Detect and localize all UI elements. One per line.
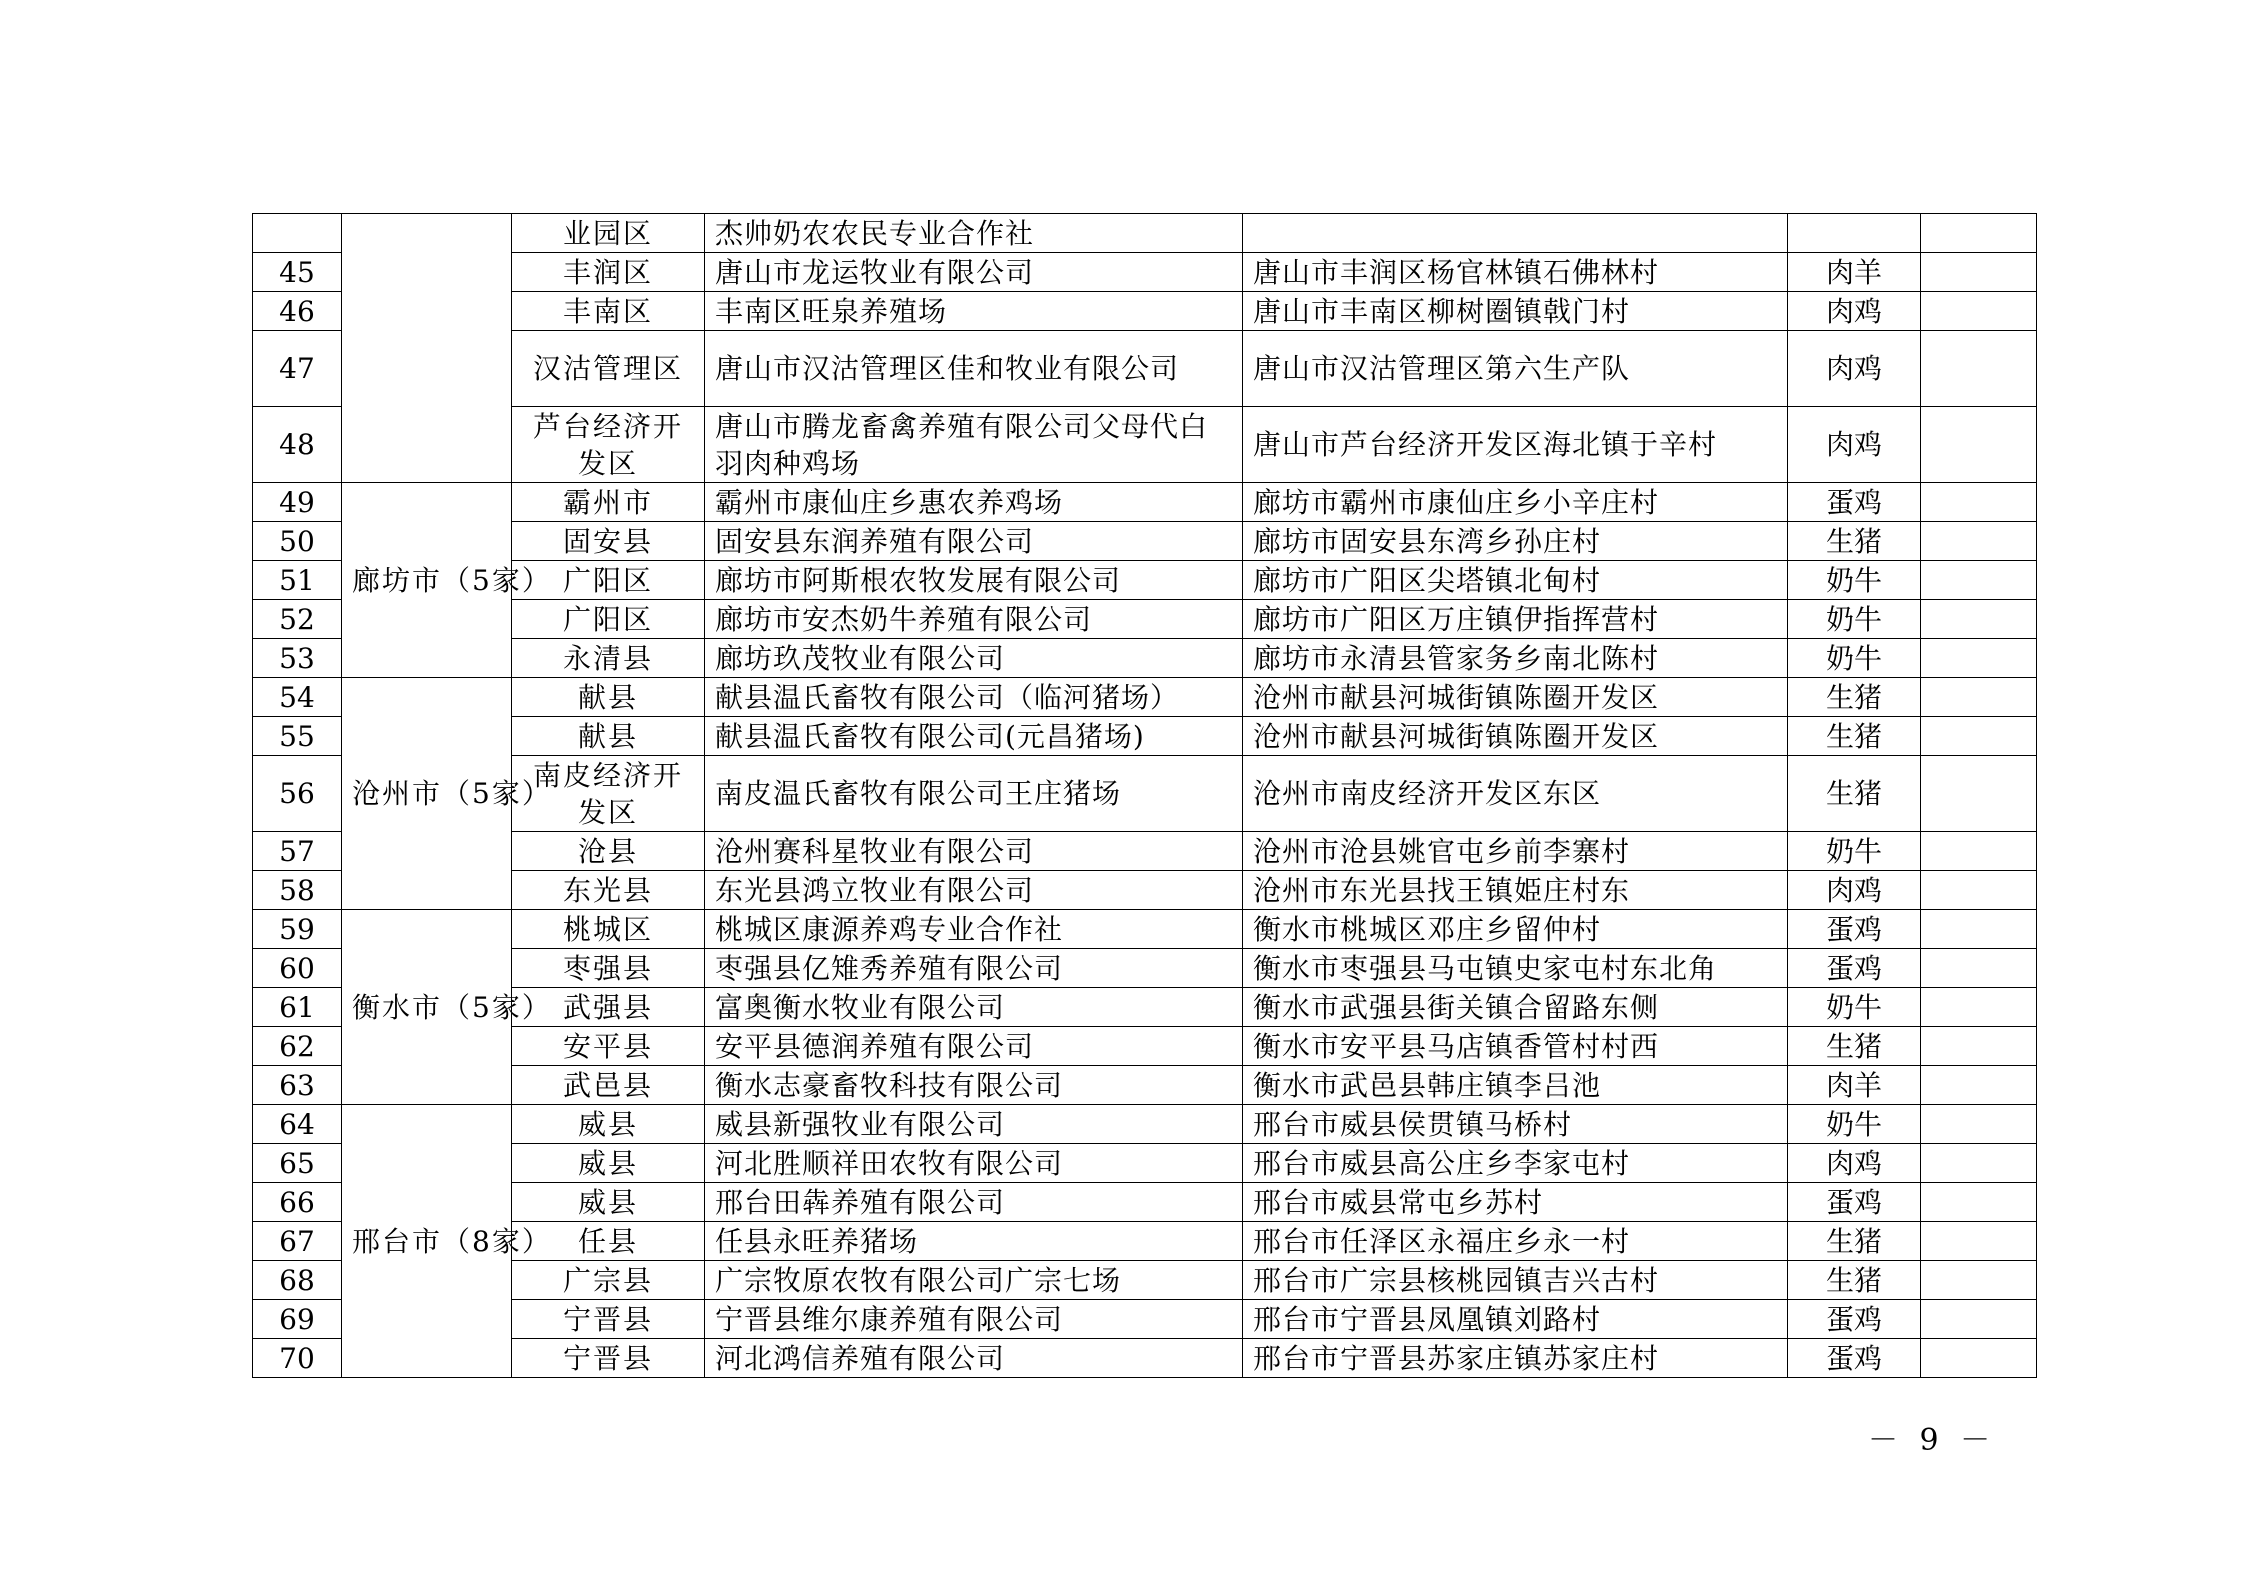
cell-county: 威县 [512,1183,705,1222]
cell-name: 邢台田犇养殖有限公司 [705,1183,1243,1222]
cell-type: 肉羊 [1788,253,1921,292]
cell-remark [1921,639,2037,678]
cell-name: 广宗牧原农牧有限公司广宗七场 [705,1261,1243,1300]
cell-name: 威县新强牧业有限公司 [705,1105,1243,1144]
cell-remark [1921,717,2037,756]
cell-type: 奶牛 [1788,832,1921,871]
table-row [253,1066,2037,1105]
cell-address: 邢台市宁晋县苏家庄镇苏家庄村 [1243,1339,1788,1378]
cell-type: 生猪 [1788,756,1921,832]
cell-no: 49 [253,483,342,522]
cell-county: 枣强县 [512,949,705,988]
cell-no: 64 [253,1105,342,1144]
cell-county: 汉沽管理区 [512,331,705,407]
cell-no: 52 [253,600,342,639]
cell-remark [1921,253,2037,292]
cell-no: 70 [253,1339,342,1378]
cell-remark [1921,1339,2037,1378]
cell-remark [1921,522,2037,561]
cell-no: 63 [253,1066,342,1105]
table-row [253,522,2037,561]
cell-address: 唐山市丰南区柳树圈镇戟门村 [1243,292,1788,331]
cell-city: 衡水市（5家） [342,910,512,1105]
cell-address: 沧州市献县河城街镇陈圈开发区 [1243,717,1788,756]
cell-remark [1921,331,2037,407]
cell-name: 献县温氏畜牧有限公司(元昌猪场) [705,717,1243,756]
cell-name: 桃城区康源养鸡专业合作社 [705,910,1243,949]
cell-name: 廊坊市安杰奶牛养殖有限公司 [705,600,1243,639]
cell-remark [1921,910,2037,949]
cell-type: 生猪 [1788,717,1921,756]
cell-address: 邢台市任泽区永福庄乡永一村 [1243,1222,1788,1261]
cell-remark [1921,407,2037,483]
cell-no: 61 [253,988,342,1027]
cell-address: 唐山市丰润区杨官林镇石佛林村 [1243,253,1788,292]
cell-remark [1921,1222,2037,1261]
cell-no: 68 [253,1261,342,1300]
cell-no: 56 [253,756,342,832]
cell-no: 67 [253,1222,342,1261]
cell-type: 蛋鸡 [1788,1339,1921,1378]
cell-county: 任县 [512,1222,705,1261]
cell-address: 廊坊市固安县东湾乡孙庄村 [1243,522,1788,561]
cell-no [253,214,342,253]
cell-county: 东光县 [512,871,705,910]
table-row [253,253,2037,292]
cell-name: 安平县德润养殖有限公司 [705,1027,1243,1066]
cell-address: 唐山市芦台经济开发区海北镇于辛村 [1243,407,1788,483]
cell-remark [1921,1183,2037,1222]
table-row [253,717,2037,756]
cell-type: 生猪 [1788,522,1921,561]
cell-name: 宁晋县维尔康养殖有限公司 [705,1300,1243,1339]
farm-list-table [252,213,2037,1378]
table-row [253,1300,2037,1339]
cell-county: 丰南区 [512,292,705,331]
cell-address: 沧州市沧县姚官屯乡前李寨村 [1243,832,1788,871]
cell-county: 武邑县 [512,1066,705,1105]
table-row [253,600,2037,639]
cell-name: 固安县东润养殖有限公司 [705,522,1243,561]
cell-remark [1921,600,2037,639]
table-row [253,331,2037,407]
cell-county: 广阳区 [512,561,705,600]
cell-address: 邢台市广宗县核桃园镇吉兴古村 [1243,1261,1788,1300]
cell-name: 廊坊市阿斯根农牧发展有限公司 [705,561,1243,600]
cell-remark [1921,949,2037,988]
cell-address: 廊坊市霸州市康仙庄乡小辛庄村 [1243,483,1788,522]
cell-type: 蛋鸡 [1788,949,1921,988]
cell-address [1243,214,1788,253]
cell-remark [1921,561,2037,600]
cell-type: 生猪 [1788,1027,1921,1066]
cell-county: 固安县 [512,522,705,561]
cell-type: 肉鸡 [1788,407,1921,483]
cell-type: 肉鸡 [1788,1144,1921,1183]
table-row [253,678,2037,717]
cell-remark [1921,1105,2037,1144]
cell-address: 邢台市威县侯贯镇马桥村 [1243,1105,1788,1144]
cell-address: 衡水市武强县街关镇合留路东侧 [1243,988,1788,1027]
cell-name: 沧州赛科星牧业有限公司 [705,832,1243,871]
table-row [253,639,2037,678]
cell-remark [1921,871,2037,910]
cell-no: 50 [253,522,342,561]
cell-address: 邢台市威县常屯乡苏村 [1243,1183,1788,1222]
cell-name: 富奥衡水牧业有限公司 [705,988,1243,1027]
cell-city: 邢台市（8家） [342,1105,512,1378]
cell-remark [1921,678,2037,717]
cell-name: 杰帅奶农农民专业合作社 [705,214,1243,253]
cell-type: 肉鸡 [1788,331,1921,407]
table-row [253,1261,2037,1300]
cell-type: 蛋鸡 [1788,1300,1921,1339]
cell-remark [1921,483,2037,522]
table-row [253,871,2037,910]
cell-remark [1921,1261,2037,1300]
table-row [253,910,2037,949]
table-row [253,214,2037,253]
cell-county: 宁晋县 [512,1339,705,1378]
cell-address: 衡水市枣强县马屯镇史家屯村东北角 [1243,949,1788,988]
cell-name: 任县永旺养猪场 [705,1222,1243,1261]
cell-address: 廊坊市永清县管家务乡南北陈村 [1243,639,1788,678]
cell-name: 衡水志豪畜牧科技有限公司 [705,1066,1243,1105]
cell-address: 衡水市桃城区邓庄乡留仲村 [1243,910,1788,949]
cell-name: 廊坊玖茂牧业有限公司 [705,639,1243,678]
cell-remark [1921,756,2037,832]
cell-no: 55 [253,717,342,756]
table-row [253,1339,2037,1378]
cell-no: 45 [253,253,342,292]
table-row [253,1105,2037,1144]
cell-type: 奶牛 [1788,561,1921,600]
cell-county: 业园区 [512,214,705,253]
cell-name: 东光县鸿立牧业有限公司 [705,871,1243,910]
cell-county: 威县 [512,1105,705,1144]
cell-no: 53 [253,639,342,678]
cell-county: 广阳区 [512,600,705,639]
table-row [253,407,2037,483]
cell-type: 奶牛 [1788,1105,1921,1144]
cell-no: 58 [253,871,342,910]
cell-no: 60 [253,949,342,988]
cell-county: 献县 [512,717,705,756]
cell-type: 生猪 [1788,1222,1921,1261]
cell-remark [1921,214,2037,253]
cell-no: 62 [253,1027,342,1066]
cell-type: 蛋鸡 [1788,1183,1921,1222]
table-row [253,1027,2037,1066]
cell-name: 枣强县亿雉秀养殖有限公司 [705,949,1243,988]
cell-name: 河北胜顺祥田农牧有限公司 [705,1144,1243,1183]
cell-name: 献县温氏畜牧有限公司（临河猪场） [705,678,1243,717]
cell-no: 66 [253,1183,342,1222]
table-row [253,949,2037,988]
cell-type: 奶牛 [1788,600,1921,639]
cell-county: 南皮经济开发区 [512,756,705,832]
cell-no: 57 [253,832,342,871]
cell-type: 蛋鸡 [1788,483,1921,522]
cell-address: 衡水市安平县马店镇香管村村西 [1243,1027,1788,1066]
cell-no: 69 [253,1300,342,1339]
cell-type: 蛋鸡 [1788,910,1921,949]
cell-remark [1921,1027,2037,1066]
cell-name: 河北鸿信养殖有限公司 [705,1339,1243,1378]
cell-county: 安平县 [512,1027,705,1066]
cell-no: 46 [253,292,342,331]
cell-address: 沧州市东光县找王镇姫庄村东 [1243,871,1788,910]
cell-city [342,214,512,483]
cell-county: 广宗县 [512,1261,705,1300]
cell-address: 廊坊市广阳区尖塔镇北甸村 [1243,561,1788,600]
cell-type: 奶牛 [1788,639,1921,678]
cell-no: 51 [253,561,342,600]
cell-name: 丰南区旺泉养殖场 [705,292,1243,331]
cell-address: 邢台市宁晋县凤凰镇刘路村 [1243,1300,1788,1339]
cell-county: 桃城区 [512,910,705,949]
cell-county: 沧县 [512,832,705,871]
table-row [253,832,2037,871]
cell-county: 霸州市 [512,483,705,522]
cell-county: 威县 [512,1144,705,1183]
cell-no: 65 [253,1144,342,1183]
cell-name: 唐山市汉沽管理区佳和牧业有限公司 [705,331,1243,407]
cell-county: 丰润区 [512,253,705,292]
cell-type [1788,214,1921,253]
cell-city: 沧州市（5家） [342,678,512,910]
cell-county: 武强县 [512,988,705,1027]
cell-no: 48 [253,407,342,483]
cell-county: 永清县 [512,639,705,678]
cell-remark [1921,1144,2037,1183]
cell-county: 献县 [512,678,705,717]
cell-name: 南皮温氏畜牧有限公司王庄猪场 [705,756,1243,832]
cell-type: 生猪 [1788,1261,1921,1300]
cell-name: 唐山市龙运牧业有限公司 [705,253,1243,292]
cell-no: 54 [253,678,342,717]
cell-address: 沧州市南皮经济开发区东区 [1243,756,1788,832]
cell-type: 生猪 [1788,678,1921,717]
cell-county: 宁晋县 [512,1300,705,1339]
cell-type: 肉羊 [1788,1066,1921,1105]
table-row [253,1144,2037,1183]
cell-address: 沧州市献县河城街镇陈圈开发区 [1243,678,1788,717]
cell-city: 廊坊市（5家） [342,483,512,678]
cell-type: 肉鸡 [1788,871,1921,910]
cell-address: 廊坊市广阳区万庄镇伊指挥营村 [1243,600,1788,639]
table-row [253,483,2037,522]
cell-no: 47 [253,331,342,407]
cell-name: 唐山市腾龙畜禽养殖有限公司父母代白羽肉种鸡场 [705,407,1243,483]
cell-remark [1921,988,2037,1027]
cell-remark [1921,832,2037,871]
cell-type: 奶牛 [1788,988,1921,1027]
cell-no: 59 [253,910,342,949]
cell-address: 邢台市威县高公庄乡李家屯村 [1243,1144,1788,1183]
cell-name: 霸州市康仙庄乡惠农养鸡场 [705,483,1243,522]
table-row [253,292,2037,331]
cell-remark [1921,1066,2037,1105]
cell-address: 衡水市武邑县韩庄镇李吕池 [1243,1066,1788,1105]
cell-type: 肉鸡 [1788,292,1921,331]
cell-remark [1921,1300,2037,1339]
page-number: － 9 － [1868,1423,1997,1458]
cell-remark [1921,292,2037,331]
cell-address: 唐山市汉沽管理区第六生产队 [1243,331,1788,407]
table-row [253,1183,2037,1222]
cell-county: 芦台经济开发区 [512,407,705,483]
